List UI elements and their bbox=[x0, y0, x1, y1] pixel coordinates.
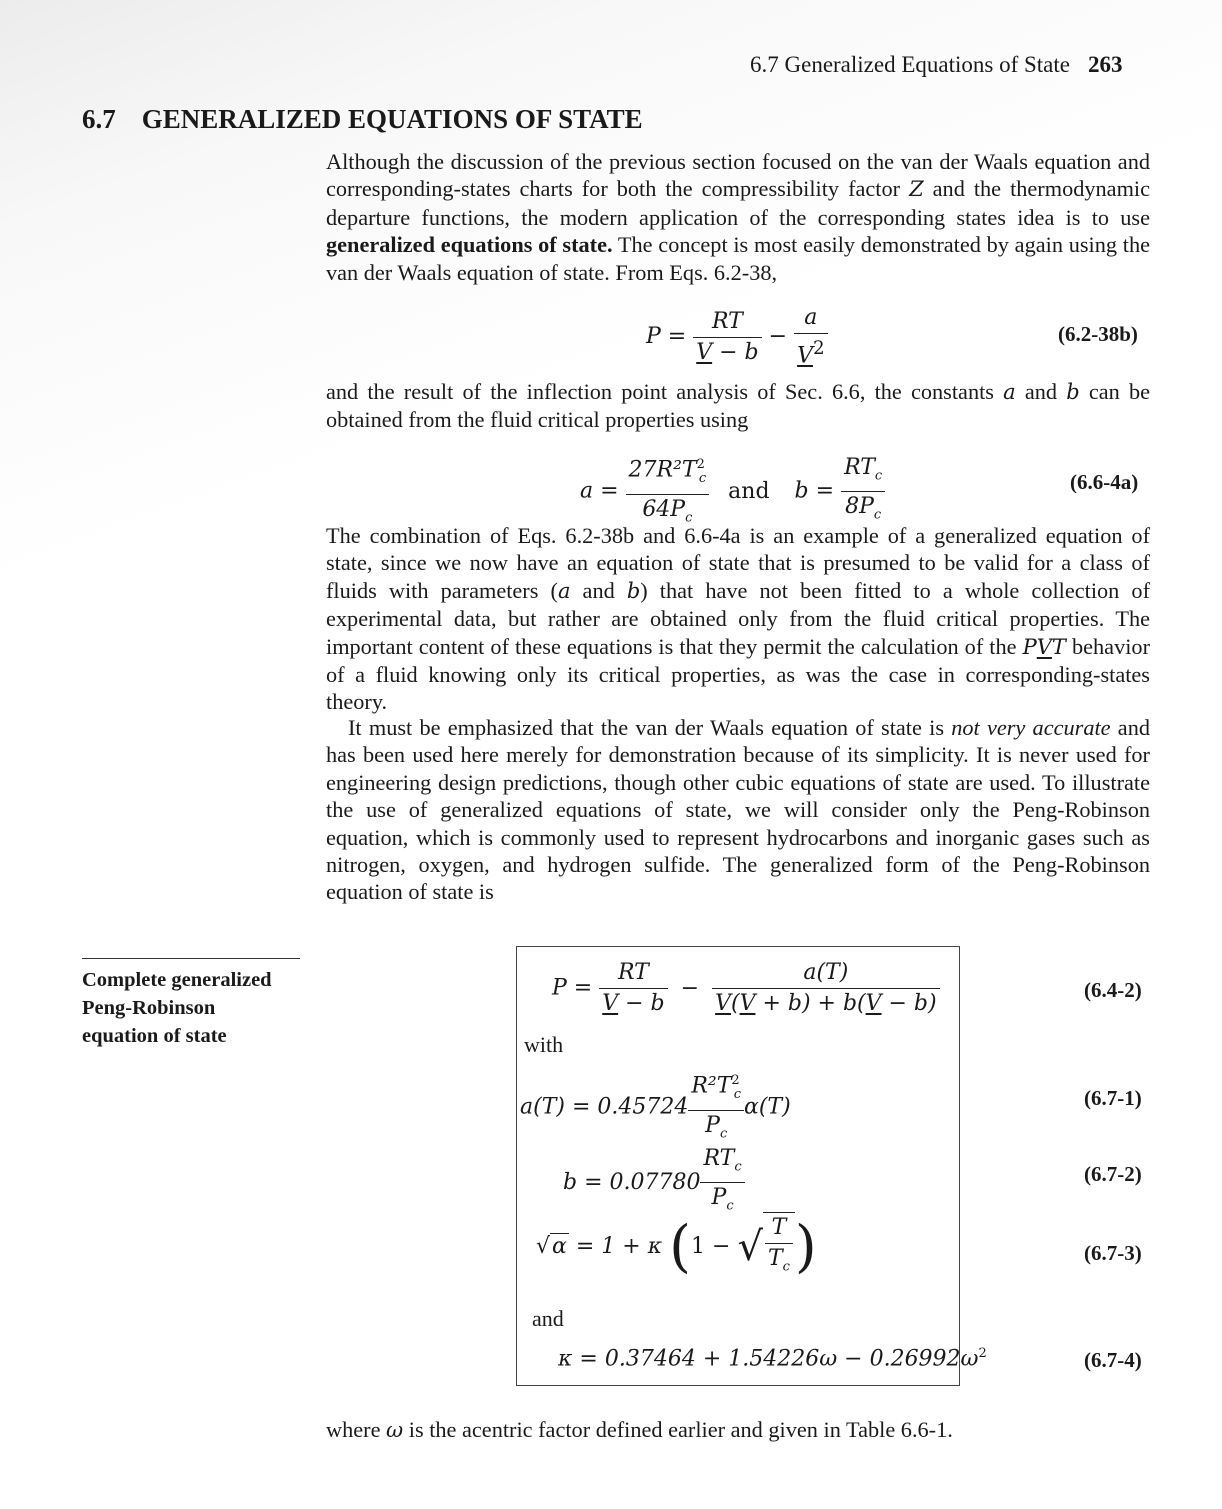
var-t: T bbox=[1051, 634, 1066, 659]
fraction bbox=[841, 453, 885, 531]
eq-label: (6.7-2) bbox=[1084, 1162, 1142, 1186]
eq-lhs: a = bbox=[580, 478, 619, 504]
italic-phrase: not very accurate bbox=[951, 715, 1111, 740]
equation-6-6-4a bbox=[580, 450, 885, 533]
subscript: c bbox=[734, 1159, 742, 1175]
fraction bbox=[794, 303, 828, 371]
num-text: RT bbox=[703, 1146, 735, 1171]
paragraph-combination bbox=[326, 522, 1150, 716]
var-v-molar: V bbox=[696, 339, 713, 365]
var-v-molar: V bbox=[865, 991, 882, 1016]
subscript: c bbox=[782, 1259, 790, 1275]
eq-label: (6.7-3) bbox=[1084, 1241, 1142, 1265]
section-number: 6.7 bbox=[82, 104, 116, 134]
eq-mid: = 1 + κ bbox=[568, 1234, 663, 1260]
section-title bbox=[82, 104, 643, 135]
para-text: where bbox=[326, 1417, 387, 1442]
frac-den bbox=[693, 338, 761, 368]
den-rest: − b bbox=[712, 339, 759, 365]
num-text: R²T bbox=[691, 1073, 732, 1099]
var-v-molar: V bbox=[602, 991, 619, 1016]
sqrt-sign-large: √ bbox=[737, 1224, 763, 1271]
subscript: c bbox=[719, 1126, 728, 1142]
var-omega: ω bbox=[386, 1418, 404, 1442]
eq-lhs: a(T) = 0.45724 bbox=[520, 1094, 689, 1120]
bold-term: generalized equations of state. bbox=[326, 232, 613, 258]
close-paren: ) bbox=[794, 1214, 817, 1280]
para-text: and the result of the inflection point analysis of Sec. 6.6, the constants bbox=[326, 379, 1004, 404]
minus-sign: − bbox=[680, 975, 700, 1001]
fraction bbox=[626, 450, 710, 533]
eq-label: (6.4-2) bbox=[1084, 978, 1142, 1002]
page-number: 263 bbox=[1087, 52, 1123, 77]
para-text: and the thermodynamic departure functions, the modern application of the corresponding states idea is to use bbox=[326, 176, 1151, 230]
eq-label: (6.2-38b) bbox=[1058, 322, 1138, 346]
para-text: Although the discussion of the previous section focused on the van der Waals equation and corresponding-states charts for both the compressibility factor bbox=[326, 149, 1150, 202]
var-v-molar: V bbox=[797, 343, 813, 369]
subscript: c bbox=[685, 510, 693, 526]
eq-lhs: b = bbox=[794, 478, 835, 504]
para-text: is the acentric factor defined earlier and given in Table 6.6-1. bbox=[403, 1417, 953, 1442]
minus-sign: − bbox=[768, 324, 788, 350]
running-header bbox=[750, 52, 1122, 78]
var-p: P bbox=[1022, 634, 1037, 659]
margin-note-line: Complete generalized bbox=[82, 969, 272, 991]
equation-6-2-38b bbox=[646, 303, 828, 371]
margin-note-line: Peng-Robinson bbox=[82, 997, 216, 1019]
frac-den bbox=[712, 989, 940, 1019]
subscript: c bbox=[698, 470, 707, 486]
alpha-var: α bbox=[552, 1234, 567, 1260]
frac-num: RT bbox=[693, 307, 761, 338]
var-v-molar: V bbox=[739, 991, 756, 1016]
eq-lhs: b = 0.07780 bbox=[563, 1169, 701, 1195]
paragraph-constants bbox=[326, 378, 1150, 434]
margin-note bbox=[82, 966, 312, 1050]
and-word: and bbox=[728, 478, 770, 504]
paragraph-acentric bbox=[326, 1416, 1150, 1444]
para-text: ) that have not been fitted to a whole collection of experimental data, but rather are obtained only from the fluid critical properties. The important content of these equations is that they permit the calculation of the bbox=[326, 577, 1150, 659]
para-text: and bbox=[1015, 379, 1067, 404]
eq-label: (6.6-4a) bbox=[1070, 470, 1139, 494]
eq-lhs: P = bbox=[552, 975, 593, 1001]
eq-label: (6.7-4) bbox=[1084, 1348, 1142, 1372]
frac-num: T bbox=[765, 1213, 793, 1244]
frac-den bbox=[765, 1244, 793, 1282]
frac-num: a(T) bbox=[712, 958, 940, 989]
fraction bbox=[712, 958, 940, 1019]
var-v-molar: V bbox=[1036, 634, 1052, 659]
fraction bbox=[599, 958, 667, 1019]
den-text: 8P bbox=[845, 494, 874, 520]
eq-lhs: P = bbox=[646, 324, 687, 350]
and-word: and bbox=[532, 1306, 564, 1331]
den-text: P bbox=[711, 1185, 727, 1211]
paragraph-emphasis bbox=[326, 714, 1150, 906]
den-text: 64P bbox=[642, 496, 686, 522]
var-a: a bbox=[557, 578, 571, 603]
para-text: can be obtained from the fluid critical properties using bbox=[326, 379, 1151, 433]
frac-den bbox=[794, 334, 828, 371]
open-paren: ( bbox=[669, 1214, 692, 1280]
alpha-term: α(T) bbox=[743, 1094, 791, 1120]
superscript: 2 bbox=[978, 1346, 987, 1361]
para-text: It must be emphasized that the van der Waals equation of state is bbox=[348, 715, 952, 740]
eq-label: (6.7-1) bbox=[1084, 1086, 1142, 1110]
subscript: c bbox=[733, 1086, 741, 1102]
equation-6-7-1 bbox=[520, 1066, 791, 1149]
frac-num bbox=[688, 1066, 744, 1111]
frac-num bbox=[626, 450, 710, 495]
frac-num bbox=[841, 453, 885, 492]
subscript: c bbox=[873, 507, 882, 523]
margin-rule bbox=[82, 958, 300, 959]
with-word: with bbox=[524, 1032, 564, 1057]
superscript: 2 bbox=[696, 457, 705, 472]
frac-num: RT bbox=[599, 958, 667, 989]
subscript: c bbox=[726, 1198, 734, 1214]
section-heading: GENERALIZED EQUATIONS OF STATE bbox=[141, 104, 643, 134]
para-text: and has been used here merely for demonstration because of its simplicity. It is never used for engineering design predictions, though other cubic equations of state are used. To illustrate the use of generalized equations of state, we will consider only the Peng-Robinson equation, which is commonly used to represent hydrocarbons and inorganic gases such as nitrogen, oxygen, and hydrogen sulfide. The generalized form of the Peng-Robinson equation of state is bbox=[326, 715, 1150, 905]
equation-6-7-3 bbox=[536, 1212, 817, 1282]
fraction bbox=[693, 307, 761, 368]
frac-num bbox=[700, 1144, 744, 1183]
var-z: Z bbox=[909, 177, 924, 202]
superscript: 2 bbox=[731, 1073, 740, 1088]
one-minus: 1 − bbox=[691, 1234, 731, 1260]
para-text: behavior of a fluid knowing only its critical properties, as was the case in corresponding-states theory. bbox=[326, 633, 1150, 715]
fraction bbox=[763, 1212, 795, 1282]
den-text: T bbox=[767, 1246, 783, 1271]
para-text: The concept is most easily demonstrated by again using the van der Waals equation of state. From Eqs. 6.2-38, bbox=[326, 232, 1150, 285]
var-v-molar: V bbox=[715, 991, 731, 1016]
num-text: RT bbox=[844, 454, 875, 480]
paragraph-intro bbox=[326, 148, 1150, 286]
fraction bbox=[700, 1144, 744, 1222]
running-title: 6.7 Generalized Equations of State bbox=[750, 52, 1070, 77]
eq-body: κ = 0.37464 + 1.54226ω − 0.26992ω bbox=[558, 1346, 979, 1372]
sqrt-sign: √ bbox=[536, 1234, 551, 1260]
den-text: P bbox=[705, 1112, 720, 1138]
frac-num: a bbox=[794, 303, 828, 334]
frac-den bbox=[599, 989, 667, 1019]
num-text: 27R²T bbox=[628, 457, 697, 483]
margin-note-line: equation of state bbox=[82, 1025, 227, 1047]
equation-6-4-2 bbox=[552, 958, 940, 1019]
var-b: b bbox=[626, 578, 641, 603]
equation-6-7-4 bbox=[558, 1346, 987, 1371]
fraction bbox=[688, 1066, 744, 1149]
subscript: c bbox=[874, 468, 883, 484]
equation-6-7-2 bbox=[563, 1144, 745, 1222]
superscript: 2 bbox=[812, 338, 825, 359]
den-part: ( bbox=[730, 991, 740, 1016]
para-text: and bbox=[570, 577, 627, 603]
var-b: b bbox=[1066, 380, 1080, 404]
den-part: + b) + b( bbox=[755, 991, 866, 1016]
para-text: The combination of Eqs. 6.2-38b and 6.6-4a is an example of a generalized equation of state, since we now have an equation of state that is presumed to be valid for a class of fluids with parameters ( bbox=[326, 523, 1150, 603]
den-part: − b) bbox=[881, 991, 937, 1016]
den-rest: − b bbox=[618, 991, 665, 1016]
var-a: a bbox=[1003, 380, 1016, 404]
